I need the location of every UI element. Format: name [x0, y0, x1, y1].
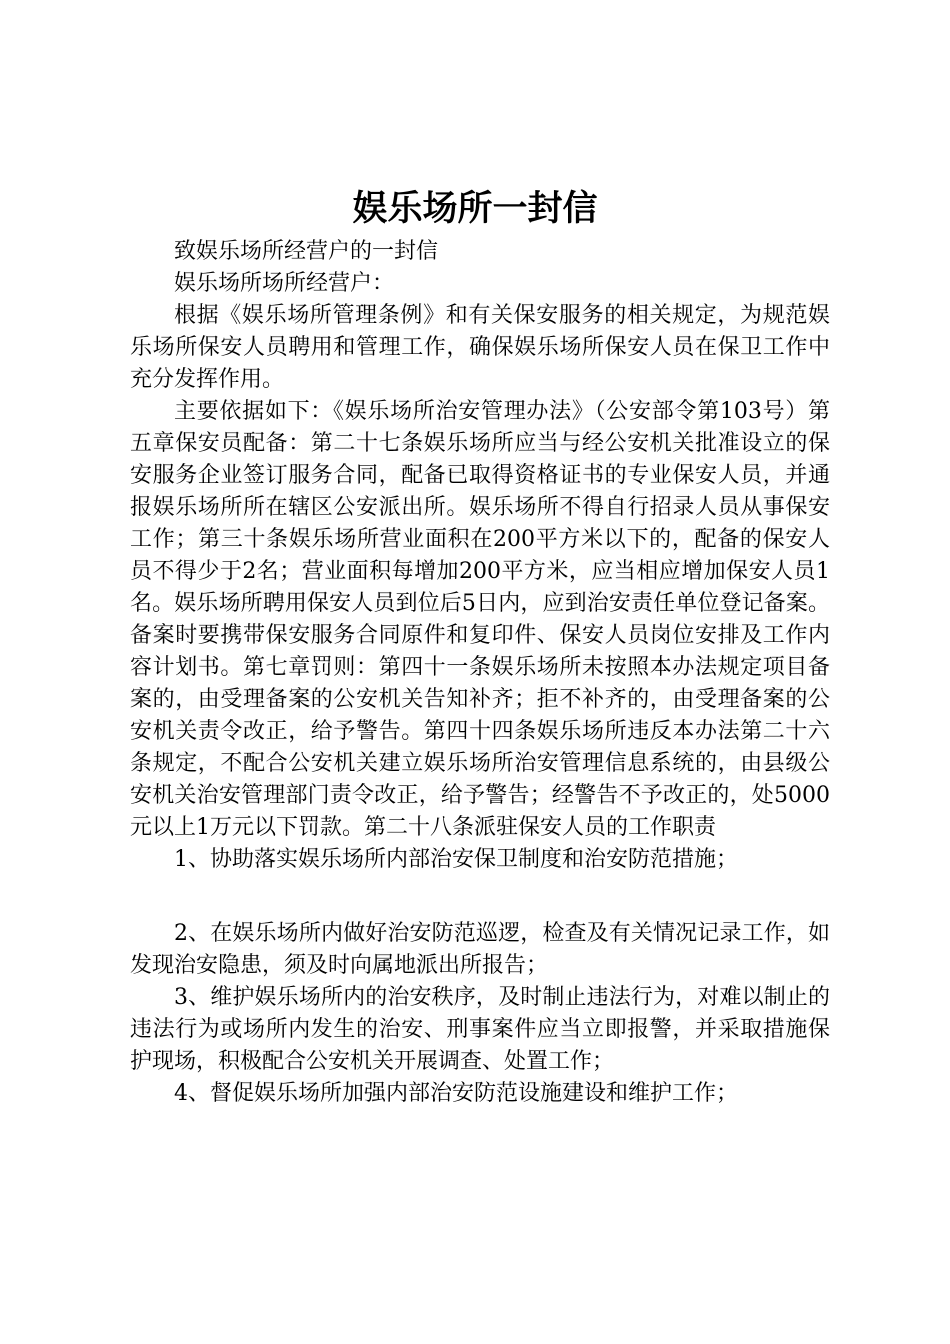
- paragraph-purpose: 根据《娱乐场所管理条例》和有关保安服务的相关规定，为规范娱乐场所保安人员聘用和管理工作，确保娱乐场所保安人员在保卫工作中充分发挥作用。: [130, 303, 830, 392]
- paragraph-duty-4: 4、督促娱乐场所加强内部治安防范设施建设和维护工作；: [174, 1081, 738, 1106]
- document-body: [130, 236, 830, 1110]
- paragraph-regulations: 主要依据如下：《娱乐场所治安管理办法》（公安部令第103号）第五章保安员配备：第二十七条娱乐场所应当与经公安机关批准设立的保安服务企业签订服务合同，配备已取得资格证书的专业保安人员，并通报娱乐场所所在辖区公安派出所。娱乐场所不得自行招录人员从事保安工作；第三十条娱乐场所营业面积在200平方米以下的，配备的保安人员不得少于2名；营业面积每增加200平方米，应当相应增加保安人员1名。娱乐场所聘用保安人员到位后5日内，应到治安责任单位登记备案。备案时要携带保安服务合同原件和复印件、保安人员岗位安排及工作内容计划书。第七章罚则：第四十一条娱乐场所未按照本办法规定项目备案的，由受理备案的公安机关告知补齐；拒不补齐的，由受理备案的公安机关责令改正，给予警告。第四十四条娱乐场所违反本办法第二十六条规定，不配合公安机关建立娱乐场所治安管理信息系统的，由县级公安机关治安管理部门责令改正，给予警告；经警告不予改正的，处5000元以上1万元以下罚款。第二十八条派驻保安人员的工作职责: [130, 399, 830, 840]
- paragraph-heading-line: 致娱乐场所经营户的一封信: [174, 239, 439, 264]
- document-title: 娱乐场所一封信: [352, 188, 598, 229]
- paragraph-duty-3: 3、维护娱乐场所内的治安秩序，及时制止违法行为，对难以制止的违法行为或场所内发生的治安、刑事案件应当立即报警，并采取措施保护现场，积极配合公安机关开展调查、处置工作；: [130, 985, 830, 1074]
- paragraph-salutation: 娱乐场所场所经营户：: [174, 271, 395, 296]
- paragraph-duty-1: 1、协助落实娱乐场所内部治安保卫制度和治安防范措施；: [174, 847, 738, 872]
- paragraph-duty-2: 2、在娱乐场所内做好治安防范巡逻，检查及有关情况记录工作，如发现治安隐患，须及时向属地派出所报告；: [130, 921, 830, 978]
